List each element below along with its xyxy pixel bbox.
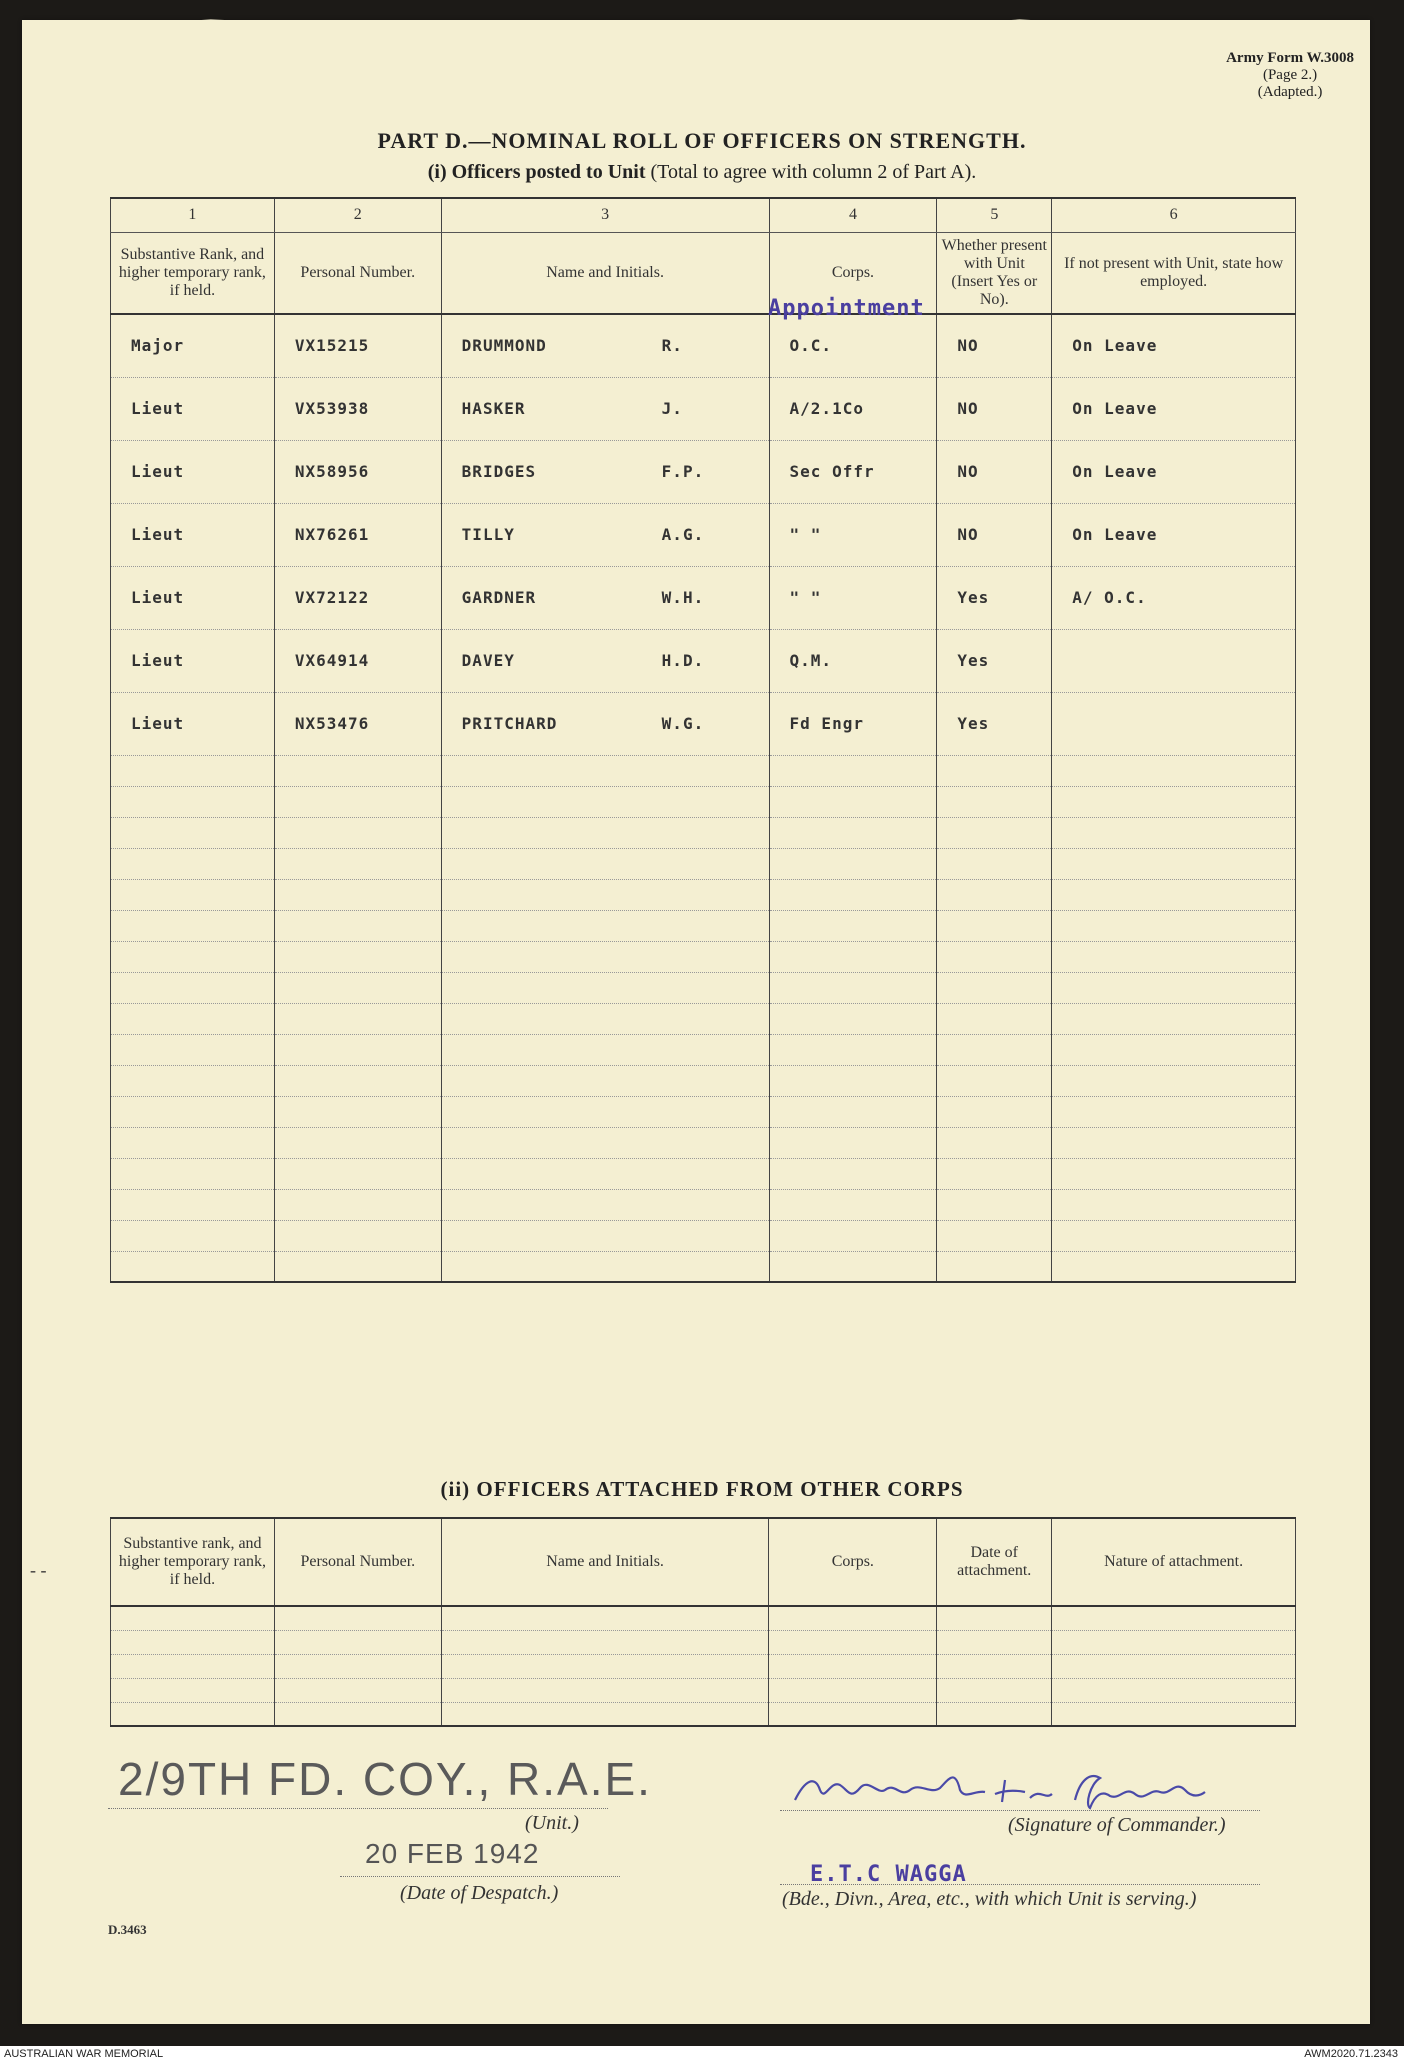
empty-row — [111, 1158, 1296, 1189]
empty-cell — [441, 941, 769, 972]
empty-cell — [937, 972, 1052, 1003]
empty-cell — [274, 848, 441, 879]
empty-cell — [111, 910, 275, 941]
cell-corps: " " — [769, 503, 937, 566]
empty-cell — [274, 910, 441, 941]
section-subtitle — [0, 161, 1404, 184]
empty-cell — [937, 1251, 1052, 1282]
empty-cell — [769, 1630, 937, 1654]
empty-row — [111, 1065, 1296, 1096]
empty-row — [111, 910, 1296, 941]
cell-rank: Lieut — [111, 692, 275, 755]
cell-present: NO — [937, 314, 1052, 377]
officers-attached-table — [110, 1517, 1296, 1727]
subtitle-rest: (Total to agree with column 2 of Part A). — [650, 161, 977, 183]
empty-cell — [1052, 972, 1296, 1003]
form-number: Army Form W.3008 — [1226, 50, 1354, 66]
empty-row — [111, 786, 1296, 817]
empty-cell — [769, 941, 937, 972]
corps-overwrite: Appointment — [768, 296, 925, 321]
empty-cell — [111, 1158, 275, 1189]
empty-cell — [274, 1189, 441, 1220]
unit-label: (Unit.) — [525, 1812, 579, 1834]
cell-name — [441, 503, 769, 566]
empty-cell — [937, 786, 1052, 817]
header-row — [111, 1518, 1296, 1606]
empty-cell — [1052, 1189, 1296, 1220]
officer-initials: W.H. — [661, 587, 705, 607]
empty-cell — [274, 1034, 441, 1065]
empty-cell — [1052, 1158, 1296, 1189]
officer-surname: HASKER — [461, 398, 526, 418]
empty-row — [111, 1003, 1296, 1034]
officer-initials: R. — [661, 335, 683, 355]
header-rank: Substantive rank, and higher temporary rank, if held. — [111, 1518, 275, 1606]
cell-present: Yes — [937, 566, 1052, 629]
empty-cell — [111, 1065, 275, 1096]
header-name: Name and Initials. — [441, 1518, 769, 1606]
empty-cell — [441, 1158, 769, 1189]
empty-cell — [769, 879, 937, 910]
empty-cell — [937, 1127, 1052, 1158]
empty-cell — [111, 1220, 275, 1251]
empty-row — [111, 1702, 1296, 1726]
table-body — [111, 314, 1296, 1282]
empty-cell — [441, 1189, 769, 1220]
header-employed: If not present with Unit, state how employed. — [1052, 232, 1296, 314]
empty-cell — [937, 1678, 1052, 1702]
officer-surname: DRUMMOND — [461, 335, 547, 355]
empty-cell — [441, 1003, 769, 1034]
empty-cell — [441, 972, 769, 1003]
empty-cell — [769, 848, 937, 879]
empty-cell — [1052, 1702, 1296, 1726]
col-number: 6 — [1052, 198, 1296, 232]
empty-row — [111, 1630, 1296, 1654]
empty-cell — [441, 1630, 769, 1654]
cell-rank: Major — [111, 314, 275, 377]
empty-cell — [769, 1654, 937, 1678]
empty-cell — [274, 1606, 441, 1630]
cell-personal-number: NX53476 — [274, 692, 441, 755]
empty-cell — [1052, 817, 1296, 848]
unit-stamp: 2/9TH FD. COY., R.A.E. — [118, 1753, 652, 1805]
formation-label: (Bde., Divn., Area, etc., with which Unit is serving.) — [782, 1888, 1197, 1910]
form-note: (Adapted.) — [1257, 84, 1323, 100]
archive-credit: AUSTRALIAN WAR MEMORIAL — [4, 2048, 164, 2060]
empty-cell — [1052, 879, 1296, 910]
cell-personal-number: VX72122 — [274, 566, 441, 629]
empty-cell — [441, 1065, 769, 1096]
empty-row — [111, 1606, 1296, 1630]
empty-cell — [111, 755, 275, 786]
cell-employed: On Leave — [1052, 440, 1296, 503]
section-title-attached: (ii) OFFICERS ATTACHED FROM OTHER CORPS — [440, 1477, 964, 1501]
empty-cell — [937, 1702, 1052, 1726]
empty-cell — [274, 1654, 441, 1678]
cell-name — [441, 377, 769, 440]
form-code: D.3463 — [108, 1922, 147, 1937]
empty-cell — [111, 786, 275, 817]
empty-cell — [111, 941, 275, 972]
header-corps: Corps. — [769, 1518, 937, 1606]
empty-cell — [1052, 910, 1296, 941]
cell-employed — [1052, 692, 1296, 755]
officer-initials: J. — [661, 398, 683, 418]
empty-cell — [441, 1127, 769, 1158]
cell-employed: On Leave — [1052, 377, 1296, 440]
empty-cell — [769, 1251, 937, 1282]
header-row — [111, 232, 1296, 314]
empty-cell — [1052, 1678, 1296, 1702]
cell-personal-number: NX58956 — [274, 440, 441, 503]
formation-line — [780, 1884, 1260, 1885]
empty-cell — [274, 786, 441, 817]
empty-cell — [1052, 1654, 1296, 1678]
officer-initials: W.G. — [661, 713, 705, 733]
signature-line — [780, 1810, 1260, 1811]
page-title: PART D.—NOMINAL ROLL OF OFFICERS ON STRENGTH. — [377, 128, 1027, 153]
officer-surname: PRITCHARD — [461, 713, 558, 733]
empty-cell — [111, 1702, 275, 1726]
cell-employed: A/ O.C. — [1052, 566, 1296, 629]
empty-cell — [274, 972, 441, 1003]
cell-present: Yes — [937, 692, 1052, 755]
signature-image — [790, 1760, 1260, 1815]
empty-cell — [274, 1220, 441, 1251]
empty-cell — [769, 817, 937, 848]
officers-on-strength-table — [110, 197, 1296, 1283]
empty-cell — [441, 1034, 769, 1065]
empty-row — [111, 879, 1296, 910]
column-number-row — [111, 198, 1296, 232]
empty-cell — [769, 1158, 937, 1189]
cell-rank: Lieut — [111, 377, 275, 440]
empty-cell — [937, 1654, 1052, 1678]
table-row — [111, 314, 1296, 377]
empty-cell — [769, 1003, 937, 1034]
empty-cell — [937, 941, 1052, 972]
empty-cell — [1052, 1065, 1296, 1096]
empty-cell — [111, 1606, 275, 1630]
cell-personal-number: NX76261 — [274, 503, 441, 566]
empty-row — [111, 1127, 1296, 1158]
cell-employed: On Leave — [1052, 314, 1296, 377]
empty-cell — [441, 1220, 769, 1251]
empty-row — [111, 755, 1296, 786]
header-date: Date of attachment. — [937, 1518, 1052, 1606]
empty-cell — [111, 972, 275, 1003]
empty-cell — [441, 1654, 769, 1678]
officer-surname: TILLY — [461, 524, 515, 544]
empty-cell — [111, 1678, 275, 1702]
empty-cell — [937, 1034, 1052, 1065]
empty-cell — [769, 1127, 937, 1158]
cell-name — [441, 692, 769, 755]
cell-corps: Q.M. — [769, 629, 937, 692]
empty-cell — [111, 1096, 275, 1127]
cell-present: NO — [937, 503, 1052, 566]
cell-present: Yes — [937, 629, 1052, 692]
empty-cell — [441, 879, 769, 910]
empty-cell — [441, 1702, 769, 1726]
empty-cell — [441, 1678, 769, 1702]
empty-row — [111, 1654, 1296, 1678]
header-rank: Substantive Rank, and higher temporary rank, if held. — [111, 232, 275, 314]
empty-cell — [441, 817, 769, 848]
header-present: Whether present with Unit (Insert Yes or No). — [937, 232, 1052, 314]
empty-cell — [441, 848, 769, 879]
empty-row — [111, 1251, 1296, 1282]
signature-label: (Signature of Commander.) — [1008, 1814, 1226, 1836]
cell-name — [441, 314, 769, 377]
empty-cell — [274, 1630, 441, 1654]
empty-cell — [769, 1606, 937, 1630]
empty-cell — [111, 848, 275, 879]
empty-cell — [769, 972, 937, 1003]
empty-cell — [769, 755, 937, 786]
cell-present: NO — [937, 440, 1052, 503]
cell-rank: Lieut — [111, 503, 275, 566]
cell-name — [441, 629, 769, 692]
cell-employed — [1052, 629, 1296, 692]
empty-cell — [1052, 1251, 1296, 1282]
empty-cell — [274, 941, 441, 972]
empty-cell — [1052, 1096, 1296, 1127]
col-number: 3 — [441, 198, 769, 232]
empty-cell — [937, 1003, 1052, 1034]
empty-cell — [769, 910, 937, 941]
table-row — [111, 377, 1296, 440]
empty-cell — [274, 817, 441, 848]
officer-initials: A.G. — [661, 524, 705, 544]
officer-initials: F.P. — [661, 461, 705, 481]
empty-cell — [111, 1127, 275, 1158]
header-corps: Corps. — [769, 232, 937, 314]
empty-cell — [441, 755, 769, 786]
empty-cell — [111, 1251, 275, 1282]
date-line — [340, 1876, 620, 1877]
empty-cell — [111, 1654, 275, 1678]
table-row — [111, 440, 1296, 503]
empty-cell — [1052, 941, 1296, 972]
cell-personal-number: VX64914 — [274, 629, 441, 692]
empty-cell — [111, 879, 275, 910]
empty-cell — [937, 1065, 1052, 1096]
empty-cell — [274, 1678, 441, 1702]
date-label: (Date of Despatch.) — [400, 1882, 559, 1904]
archive-id: AWM2020.71.2343 — [1304, 2048, 1398, 2060]
cell-rank: Lieut — [111, 629, 275, 692]
header-name: Name and Initials. — [441, 232, 769, 314]
table-body — [111, 1606, 1296, 1726]
empty-cell — [937, 817, 1052, 848]
empty-cell — [1052, 1003, 1296, 1034]
empty-cell — [274, 1065, 441, 1096]
empty-cell — [769, 1678, 937, 1702]
empty-cell — [111, 817, 275, 848]
cell-personal-number: VX15215 — [274, 314, 441, 377]
empty-cell — [111, 1630, 275, 1654]
empty-row — [111, 1034, 1296, 1065]
empty-cell — [1052, 755, 1296, 786]
empty-row — [111, 941, 1296, 972]
formation-value: E.T.C WAGGA — [810, 1862, 967, 1887]
header-personal-number: Personal Number. — [274, 1518, 441, 1606]
empty-cell — [769, 1065, 937, 1096]
cell-corps: " " — [769, 566, 937, 629]
empty-row — [111, 817, 1296, 848]
empty-cell — [937, 848, 1052, 879]
empty-cell — [937, 910, 1052, 941]
empty-cell — [111, 1003, 275, 1034]
officer-initials: H.D. — [661, 650, 705, 670]
empty-cell — [274, 1096, 441, 1127]
cell-corps: A/2.1Co — [769, 377, 937, 440]
margin-mark: - - — [30, 1560, 47, 1580]
officer-surname: BRIDGES — [461, 461, 537, 481]
empty-row — [111, 1678, 1296, 1702]
empty-cell — [1052, 786, 1296, 817]
col-number: 4 — [769, 198, 937, 232]
col-number: 2 — [274, 198, 441, 232]
empty-cell — [937, 755, 1052, 786]
unit-line — [108, 1808, 608, 1809]
empty-row — [111, 1189, 1296, 1220]
empty-cell — [1052, 1127, 1296, 1158]
table-row — [111, 503, 1296, 566]
table-row — [111, 629, 1296, 692]
empty-cell — [1052, 1034, 1296, 1065]
empty-cell — [441, 786, 769, 817]
empty-cell — [274, 1003, 441, 1034]
empty-row — [111, 1220, 1296, 1251]
date-stamp: 20 FEB 1942 — [365, 1838, 540, 1869]
empty-cell — [769, 1220, 937, 1251]
empty-cell — [274, 1127, 441, 1158]
cell-corps: O.C. — [769, 314, 937, 377]
cell-rank: Lieut — [111, 566, 275, 629]
col-number: 1 — [111, 198, 275, 232]
empty-cell — [937, 1158, 1052, 1189]
cell-personal-number: VX53938 — [274, 377, 441, 440]
cell-rank: Lieut — [111, 440, 275, 503]
empty-cell — [937, 1220, 1052, 1251]
empty-cell — [937, 1096, 1052, 1127]
empty-cell — [937, 1630, 1052, 1654]
empty-cell — [441, 1606, 769, 1630]
table-row — [111, 692, 1296, 755]
table-row — [111, 566, 1296, 629]
empty-row — [111, 848, 1296, 879]
header-personal-number: Personal Number. — [274, 232, 441, 314]
cell-present: NO — [937, 377, 1052, 440]
cell-corps: Fd Engr — [769, 692, 937, 755]
empty-row — [111, 1096, 1296, 1127]
empty-cell — [111, 1034, 275, 1065]
empty-cell — [937, 1189, 1052, 1220]
cell-corps: Sec Offr — [769, 440, 937, 503]
empty-cell — [769, 1702, 937, 1726]
empty-cell — [1052, 1606, 1296, 1630]
officer-surname: GARDNER — [461, 587, 537, 607]
empty-cell — [274, 1702, 441, 1726]
form-reference — [1226, 50, 1354, 101]
subtitle-bold: (i) Officers posted to Unit — [427, 161, 646, 183]
empty-cell — [1052, 1630, 1296, 1654]
empty-row — [111, 972, 1296, 1003]
cell-employed: On Leave — [1052, 503, 1296, 566]
empty-cell — [1052, 1220, 1296, 1251]
empty-cell — [769, 1189, 937, 1220]
cell-name — [441, 440, 769, 503]
empty-cell — [274, 755, 441, 786]
col-number: 5 — [937, 198, 1052, 232]
empty-cell — [769, 1034, 937, 1065]
empty-cell — [441, 910, 769, 941]
empty-cell — [274, 1158, 441, 1189]
empty-cell — [937, 879, 1052, 910]
empty-cell — [274, 879, 441, 910]
empty-cell — [441, 1096, 769, 1127]
officer-surname: DAVEY — [461, 650, 515, 670]
form-page: (Page 2.) — [1262, 67, 1318, 83]
cell-name — [441, 566, 769, 629]
empty-cell — [441, 1251, 769, 1282]
empty-cell — [111, 1189, 275, 1220]
empty-cell — [274, 1251, 441, 1282]
empty-cell — [769, 786, 937, 817]
header-nature: Nature of attachment. — [1052, 1518, 1296, 1606]
empty-cell — [937, 1606, 1052, 1630]
empty-cell — [1052, 848, 1296, 879]
empty-cell — [769, 1096, 937, 1127]
